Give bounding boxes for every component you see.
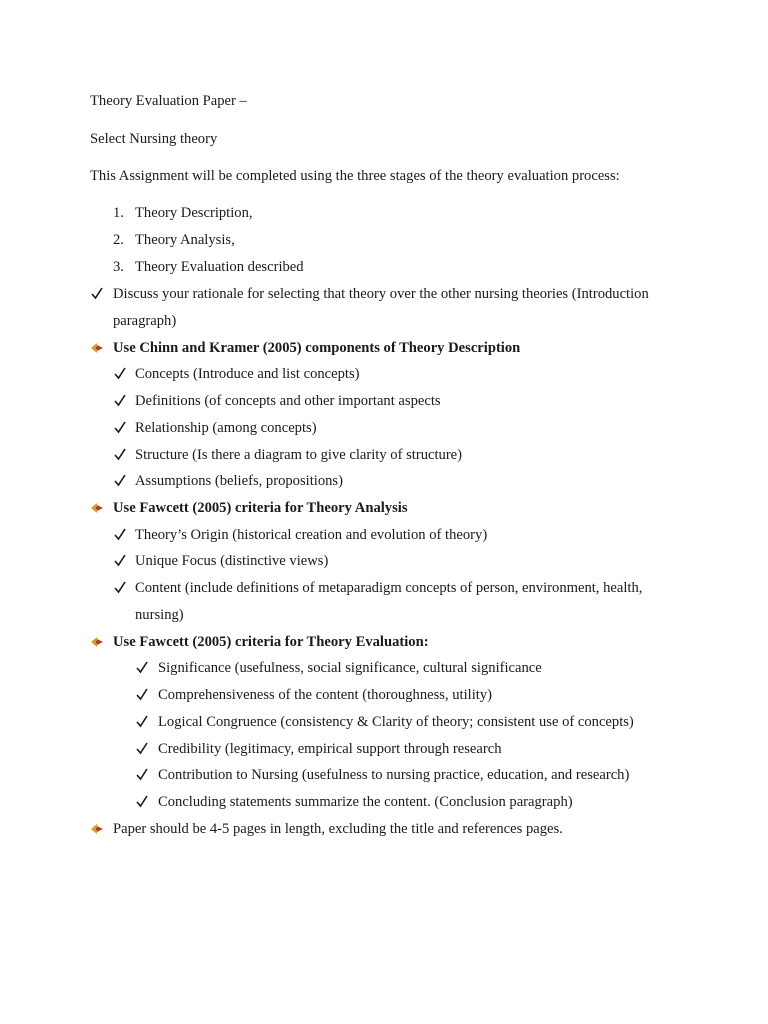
stage-label: Theory Evaluation described [135, 259, 304, 275]
intro-paragraph: This Assignment will be completed using the three stages of the theory evaluation process: [90, 168, 620, 184]
check-icon [113, 552, 127, 570]
check-icon [135, 793, 149, 811]
list-item: Definitions (of concepts and other important aspects [135, 393, 441, 409]
arrow-bullet-icon [90, 820, 104, 838]
check-icon [113, 472, 127, 490]
document-title: Theory Evaluation Paper – [90, 93, 247, 109]
description-heading: Use Chinn and Kramer (2005) components of Theory Description [113, 340, 521, 356]
arrow-bullet-icon [90, 633, 104, 651]
list-item: Unique Focus (distinctive views) [135, 553, 329, 569]
check-icon [135, 740, 149, 758]
check-icon [113, 446, 127, 464]
stage-label: Theory Description, [135, 205, 253, 221]
arrow-bullet-icon [90, 499, 104, 517]
check-icon [135, 686, 149, 704]
length-note: Paper should be 4-5 pages in length, excluding the title and references pages. [113, 821, 563, 837]
list-item: Significance (usefulness, social significance, cultural significance [158, 660, 542, 676]
list-item: Logical Congruence (consistency & Clarity of theory; consistent use of concepts) [158, 714, 634, 730]
check-icon [90, 285, 104, 303]
list-item-continued: nursing) [135, 607, 184, 623]
check-icon [113, 392, 127, 410]
list-item: Content (include definitions of metaparadigm concepts of person, environment, health, [135, 580, 643, 596]
check-icon [135, 766, 149, 784]
stage-label: Theory Analysis, [135, 232, 235, 248]
list-item: Concepts (Introduce and list concepts) [135, 366, 360, 382]
rationale-line: Discuss your rationale for selecting that theory over the other nursing theories (Introduction [113, 286, 649, 302]
stage-number: 3. [113, 259, 124, 275]
list-item: Relationship (among concepts) [135, 420, 317, 436]
check-icon [135, 713, 149, 731]
rationale-line: paragraph) [113, 313, 177, 329]
check-icon [135, 659, 149, 677]
stage-number: 2. [113, 232, 124, 248]
check-icon [113, 419, 127, 437]
document-subtitle: Select Nursing theory [90, 131, 218, 147]
list-item: Assumptions (beliefs, propositions) [135, 473, 343, 489]
stage-number: 1. [113, 205, 124, 221]
check-icon [113, 579, 127, 597]
evaluation-heading: Use Fawcett (2005) criteria for Theory Evaluation: [113, 634, 429, 650]
arrow-bullet-icon [90, 339, 104, 357]
list-item: Comprehensiveness of the content (thoroughness, utility) [158, 687, 492, 703]
check-icon [113, 526, 127, 544]
list-item: Credibility (legitimacy, empirical support through research [158, 741, 502, 757]
list-item: Concluding statements summarize the content. (Conclusion paragraph) [158, 794, 573, 810]
list-item: Theory’s Origin (historical creation and evolution of theory) [135, 527, 488, 543]
analysis-heading: Use Fawcett (2005) criteria for Theory Analysis [113, 500, 408, 516]
list-item: Contribution to Nursing (usefulness to nursing practice, education, and research) [158, 767, 630, 783]
list-item: Structure (Is there a diagram to give clarity of structure) [135, 447, 463, 463]
check-icon [113, 365, 127, 383]
